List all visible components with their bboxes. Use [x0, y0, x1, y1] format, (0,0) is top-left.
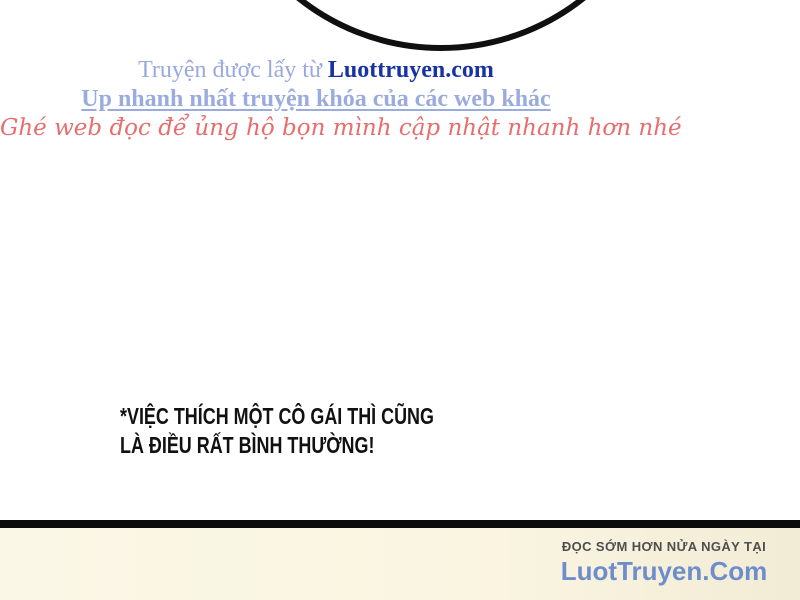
promo-source-line — [0, 55, 632, 86]
promo-source-brand: Luottruyen.com — [327, 57, 494, 83]
speech-bubble-outline — [210, 0, 672, 51]
footer-watermark — [0, 528, 800, 600]
translator-promo-block — [0, 55, 682, 143]
promo-upload-line: Up nhanh nhất truyện khóa của các web khác — [81, 86, 551, 112]
footer-tagline: ĐỌC SỚM HƠN NỬA NGÀY TẠI — [561, 539, 767, 554]
panel-divider — [0, 520, 800, 528]
footer-watermark-inner — [556, 539, 772, 587]
footer-brand: LuotTruyen.Com — [560, 556, 768, 586]
promo-visit-line: Ghé web đọc để ủng hộ bọn mình cập nhật nhanh hơn nhé — [0, 115, 682, 141]
caption-line-2: LÀ ĐIỀU RẤT BÌNH THƯỜNG! — [120, 432, 375, 458]
caption-text — [120, 402, 523, 460]
promo-source-prefix: Truyện được lấy từ — [138, 57, 328, 83]
caption-line-1: *VIỆC THÍCH MỘT CÔ GÁI THÌ CŨNG — [120, 403, 434, 429]
